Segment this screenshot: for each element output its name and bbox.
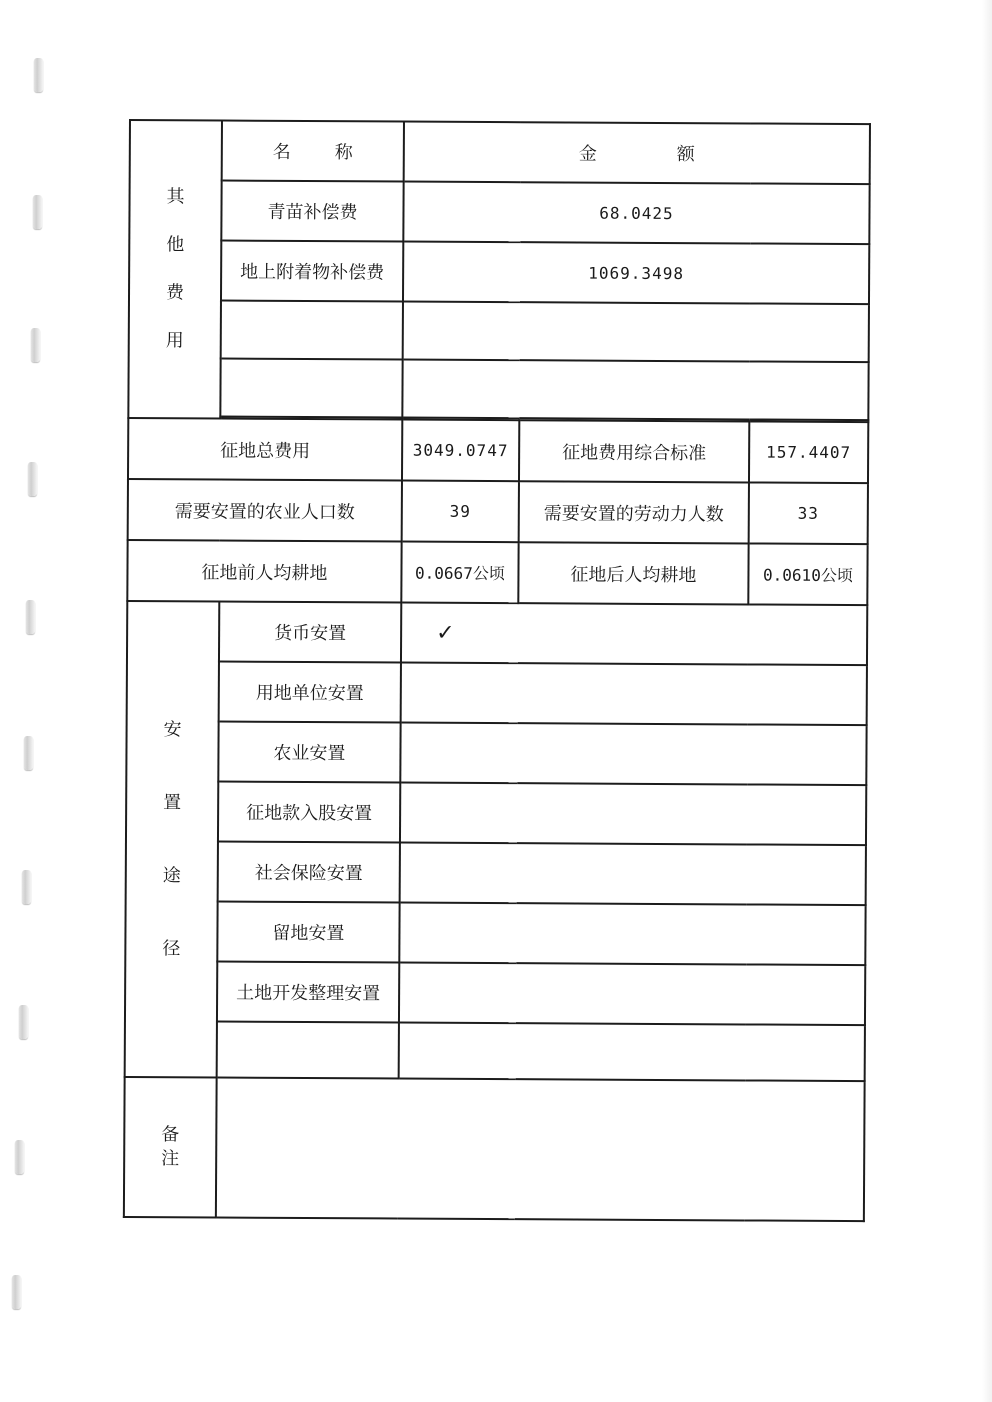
resettlement-mark xyxy=(400,723,866,786)
resettlement-method: 社会保险安置 xyxy=(218,842,400,903)
fee-amount: 1069.3498 xyxy=(403,242,869,305)
resettlement-row xyxy=(126,781,866,845)
resettlement-row xyxy=(126,721,866,785)
resettlement-mark xyxy=(399,903,865,966)
agri-pop-value: 39 xyxy=(402,481,519,543)
group-label-char: 他 xyxy=(166,234,185,256)
fee-amount: 68.0425 xyxy=(403,182,869,245)
header-char: 额 xyxy=(676,144,695,166)
other-fee-row xyxy=(128,358,868,420)
resettlement-row xyxy=(127,601,867,665)
fee-name xyxy=(221,301,403,360)
after-farmland-value: 0.0610公顷 xyxy=(748,543,867,605)
header-char: 称 xyxy=(334,142,353,164)
resettlement-method: 货币安置 xyxy=(219,602,401,663)
agri-pop-label: 需要安置的农业人口数 xyxy=(128,479,402,542)
resettlement-method xyxy=(217,1022,399,1079)
resettlement-row xyxy=(125,901,865,965)
header-char: 金 xyxy=(578,143,597,165)
resettlement-row xyxy=(125,1021,865,1081)
binding-hole xyxy=(19,1005,28,1039)
binding-hole xyxy=(24,736,33,770)
other-fees-header-row xyxy=(130,120,870,184)
resettlement-mark xyxy=(399,1023,865,1082)
binding-hole xyxy=(31,328,40,362)
binding-hole xyxy=(15,1140,24,1174)
other-fee-row xyxy=(129,180,869,244)
page-edge-shadow xyxy=(982,0,992,1402)
checkmark-icon: ✓ xyxy=(401,603,867,666)
resettlement-mark xyxy=(399,963,865,1026)
standard-value: 157.4407 xyxy=(749,421,868,483)
fee-amount xyxy=(402,360,868,421)
group-label-char: 费 xyxy=(165,282,185,304)
name-column-header xyxy=(222,121,404,182)
resettlement-mark xyxy=(400,783,866,846)
resettlement-row xyxy=(125,961,865,1025)
binding-hole xyxy=(26,600,35,634)
labor-label: 需要安置的劳动力人数 xyxy=(519,481,749,543)
labor-value: 33 xyxy=(749,482,868,544)
remarks-content xyxy=(216,1078,865,1222)
amount-column-header xyxy=(404,122,870,185)
before-farmland-label: 征地前人均耕地 xyxy=(127,540,401,603)
resettlement-mark xyxy=(401,663,867,726)
after-farmland-label: 征地后人均耕地 xyxy=(518,542,748,604)
binding-hole xyxy=(33,195,42,229)
group-label-char: 径 xyxy=(162,938,181,960)
remarks-label xyxy=(124,1077,217,1218)
resettlement-method: 征地款入股安置 xyxy=(218,782,400,843)
fee-name xyxy=(220,359,402,418)
remarks-label-char: 备 xyxy=(161,1124,180,1146)
binding-hole xyxy=(22,870,31,904)
binding-hole xyxy=(34,58,43,92)
summary-row-farmland xyxy=(127,540,867,605)
resettlement-row xyxy=(127,661,867,725)
binding-hole xyxy=(12,1275,21,1309)
header-char: 名 xyxy=(272,141,291,163)
summary-row-population xyxy=(128,479,868,544)
land-acquisition-table xyxy=(123,119,871,1222)
resettlement-method: 土地开发整理安置 xyxy=(217,962,399,1023)
resettlement-method: 用地单位安置 xyxy=(219,662,401,723)
resettlement-row xyxy=(126,841,866,905)
other-fee-row xyxy=(129,300,869,362)
land-acquisition-form xyxy=(123,119,871,1222)
group-label-char: 用 xyxy=(165,330,184,352)
fee-amount xyxy=(403,302,869,363)
before-farmland-value: 0.0667公顷 xyxy=(401,542,518,604)
resettlement-mark xyxy=(400,843,866,906)
fee-name: 地上附着物补偿费 xyxy=(221,241,403,302)
group-label-char: 其 xyxy=(166,186,185,208)
remarks-label-char: 注 xyxy=(161,1148,180,1170)
standard-label: 征地费用综合标准 xyxy=(519,420,749,482)
resettlement-method: 农业安置 xyxy=(218,722,400,783)
summary-row-total xyxy=(128,418,868,483)
binding-hole xyxy=(28,462,37,496)
total-cost-label: 征地总费用 xyxy=(128,418,402,481)
total-cost-value: 3049.0747 xyxy=(402,420,519,482)
group-label-char: 置 xyxy=(163,792,182,814)
other-fees-group-label xyxy=(128,120,222,419)
resettlement-group-label xyxy=(125,601,220,1078)
fee-name: 青苗补偿费 xyxy=(221,181,403,242)
resettlement-method: 留地安置 xyxy=(217,902,399,963)
group-label-char: 安 xyxy=(163,719,182,741)
remarks-row xyxy=(124,1077,865,1221)
other-fee-row xyxy=(129,240,869,304)
group-label-char: 途 xyxy=(162,865,181,887)
